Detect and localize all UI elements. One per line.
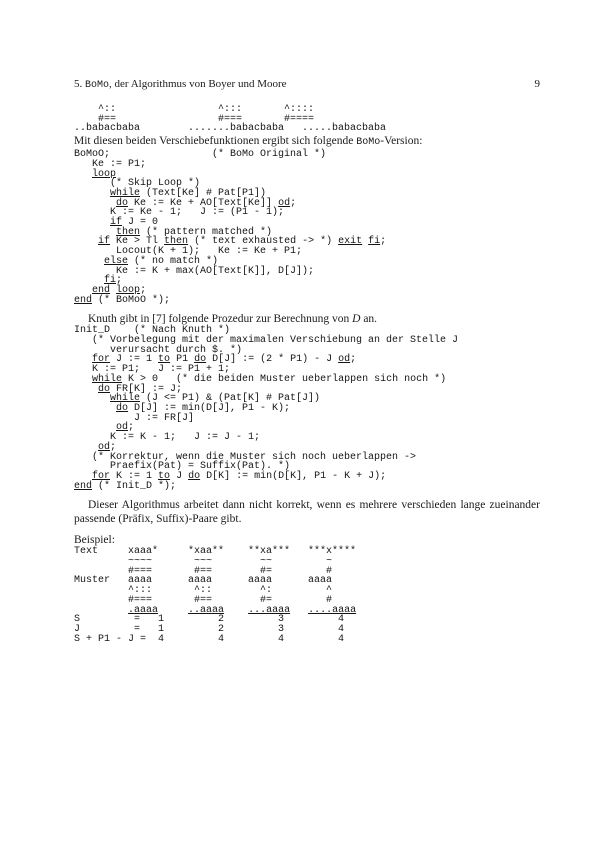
code-line: K := K - 1; J := J - 1; [74, 432, 261, 444]
diagram-line: #== #=== #==== [74, 113, 315, 125]
code-line: K := Ke - 1; J := (P1 - 1); [74, 207, 285, 219]
code-line: od; [116, 422, 135, 434]
code-line: (* Vorbelegung mit der maximalen Verschiebung an der Stelle J [74, 335, 459, 347]
section-title-mono: BoMo [85, 80, 110, 91]
code-line: while (J <= P1) & (Pat[K] # Pat[J]) [110, 393, 321, 405]
paragraph-korrektheit: Dieser Algorithmus arbeitet dann nicht korrekt, wenn es mehrere verschieden lange zueinander passende (Präfix, Suffix)-Paare gibt. [74, 499, 540, 526]
code-line: Locout(K + 1); Ke := Ke + P1; [74, 246, 303, 258]
code-line: end (* BoMoO *); [74, 294, 171, 306]
table-line: .aaaa ..aaaa ...aaaa ....aaaa [128, 604, 357, 616]
code-line: while (Text[Ke] # Pat[P1]) [110, 187, 267, 199]
code-line: end loop; [92, 284, 147, 296]
running-head-title [74, 78, 287, 92]
paragraph-text-end: an. [360, 313, 378, 326]
paragraph-text-end: -Version: [380, 135, 423, 148]
code-block-bomo [74, 150, 540, 305]
math-d: D [352, 313, 361, 326]
code-line: for K := 1 to J do D[K] := min(D[K], P1 - K + J); [92, 470, 387, 482]
table-line: ~~~~ ~~~ ~~ ~ [74, 556, 333, 568]
code-line: do Ke := Ke + AO[Text[Ke]] od; [116, 197, 297, 209]
code-line: od; [98, 441, 117, 453]
code-line: Praefix(Pat) = Suffix(Pat). *) [74, 461, 291, 473]
table-line: #=== #== #= # [74, 594, 333, 606]
bomo-mono: BoMo [356, 137, 381, 149]
code-line: do D[J] := min(D[J], P1 - K); [116, 402, 291, 414]
code-line: (* Korrektur, wenn die Muster sich noch ueberlappen -> [74, 451, 417, 463]
code-line: verursacht durch $. *) [74, 344, 243, 356]
code-line: end (* Init_D *); [74, 480, 177, 492]
code-line: while K > 0 (* die beiden Muster ueberlappen sich noch *) [92, 373, 447, 385]
section-title-rest: , der Algorithmus von Boyer und Moore [109, 78, 287, 90]
table-line: S = 1 2 3 4 [74, 614, 345, 626]
table-line: S + P1 - J = 4 4 4 4 [74, 633, 345, 645]
diagram-line: ..babacbaba .......babacbaba .....babacbaba [74, 123, 387, 135]
code-block-init-d [74, 326, 540, 491]
page-number: 9 [534, 78, 540, 90]
running-head [74, 78, 540, 92]
code-line: J := FR[J] [74, 412, 195, 424]
code-line: else (* no match *) [104, 255, 219, 267]
table-line: #=== #== #= # [74, 565, 333, 577]
diagram-line: ^:: ^::: ^:::: [74, 104, 315, 115]
code-line: if J = 0 [110, 217, 159, 229]
beispiel-label: Beispiel: [74, 534, 115, 547]
table-line: Text xaaa* *xaa** **xa*** ***x**** [74, 546, 357, 558]
example-table [74, 547, 540, 644]
code-line: do FR[K] := J; [98, 383, 183, 395]
code-line: if Ke > Tl then (* text exhausted -> *) exit fi; [98, 236, 387, 248]
code-line: K := P1; J := P1 + 1; [74, 364, 231, 376]
paragraph-text: Mit diesen beiden Verschiebefunktionen ergibt sich folgende [74, 135, 357, 148]
code-line: Ke := P1; [74, 158, 147, 170]
code-line: for J := 1 to P1 do D[J] := (2 * P1) - J od; [92, 354, 357, 366]
paragraph-text: Knuth gibt in [7] folgende Prozedur zur Berechnung von [88, 313, 353, 326]
code-line: Ke := K + max(AO[Text[K]], D[J]); [74, 265, 315, 277]
code-line: BoMoO; (* BoMo Original *) [74, 149, 327, 161]
paragraph-verschiebefunktionen [74, 134, 540, 150]
table-line: ^::: ^:: ^: ^ [74, 585, 333, 597]
code-line: loop [92, 168, 117, 180]
section-number: 5. [74, 78, 85, 90]
table-line: J = 1 2 3 4 [74, 623, 345, 635]
code-line: Init_D (* Nach Knuth *) [74, 325, 231, 337]
table-line: Muster aaaa aaaa aaaa aaaa [74, 575, 333, 587]
shift-diagram [74, 105, 540, 134]
code-line: fi; [104, 275, 123, 287]
code-line: then (* pattern matched *) [116, 226, 273, 238]
code-line: (* Skip Loop *) [74, 178, 201, 190]
